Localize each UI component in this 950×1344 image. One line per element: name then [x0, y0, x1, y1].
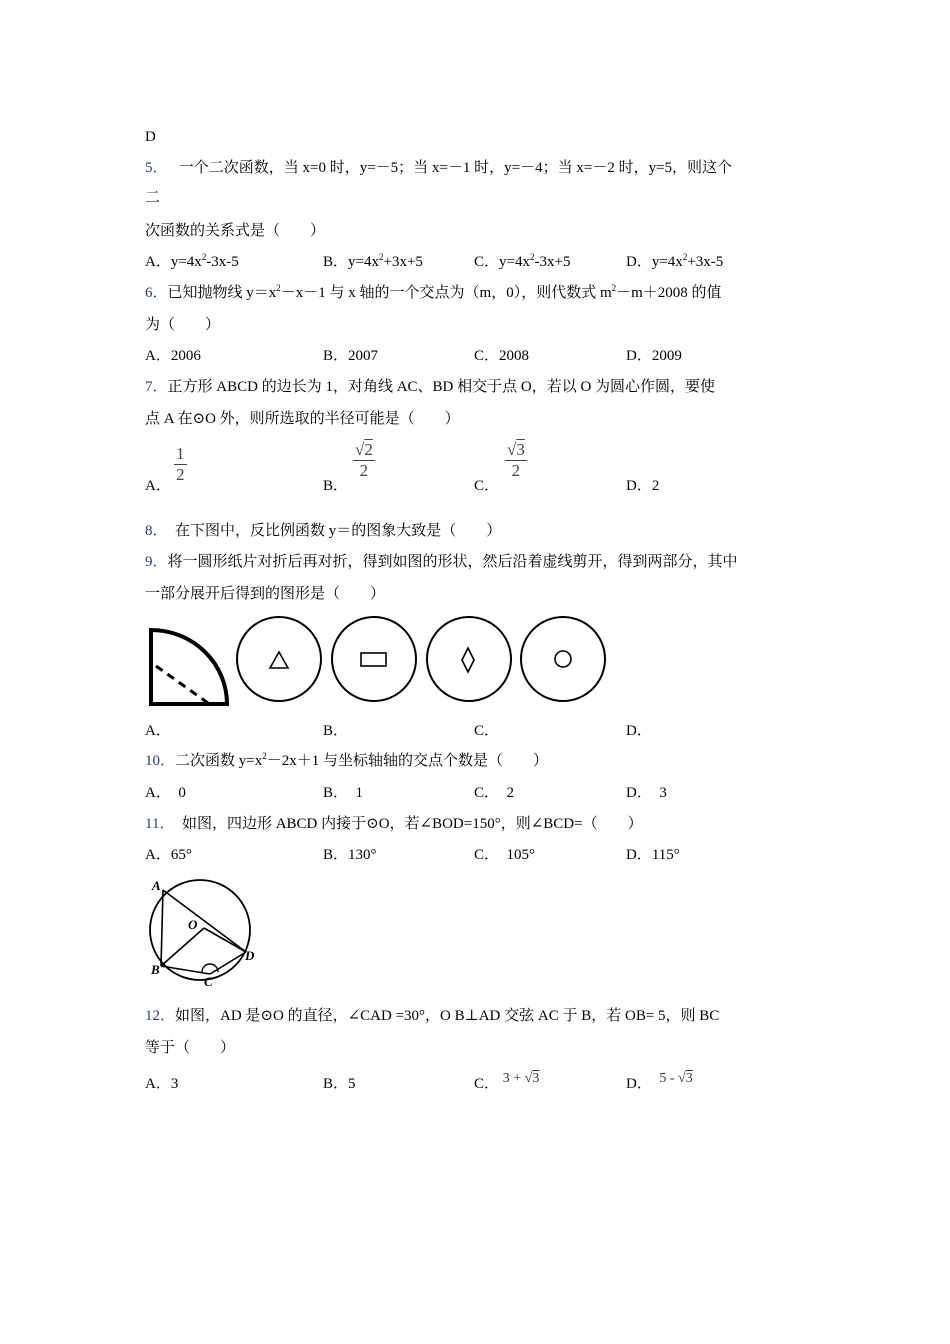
folded-paper-outline	[151, 630, 227, 704]
q5-option-d[interactable]: D．$y=4x^2+3x-5$	[626, 252, 724, 270]
q9-option-b[interactable]: B．	[323, 723, 349, 739]
previous-answer: D	[145, 129, 156, 145]
question-8-line-1: 8． 在下图中，反比例函数 y＝的图象大致是（ ）	[145, 523, 502, 539]
q7-option-b-fraction: $\frac{√2}{2}$	[355, 440, 373, 480]
question-number: 12．	[145, 1008, 176, 1024]
circle-with-diamond	[425, 615, 513, 703]
q6-option-d[interactable]: D．2009	[626, 348, 682, 364]
question-9-line-1: 9．将一圆形纸片对折后再对折，得到如图的形状，然后沿着虚线剪开，得到两部分，其中	[145, 554, 738, 570]
q11-option-a[interactable]: A．65°	[145, 847, 192, 863]
question-7-line-1: 7．正方形 ABCD 的边长为 1，对角线 AC、BD 相交于点 O，若以 O 为圆心作圆，要使	[145, 379, 716, 395]
q7-option-c-fraction: $\frac{√3}{2}$	[507, 440, 525, 480]
q9-option-a[interactable]: A．	[145, 723, 171, 739]
question-9-line-2: 一部分展开后得到的图形是（ ）	[145, 586, 386, 602]
q7-option-a-fraction: $\frac{1}{2}$	[176, 444, 185, 484]
q5-option-c[interactable]: C．$y=4x^2-3x+5$	[474, 252, 571, 270]
point-a-label: A	[152, 878, 161, 893]
question-12-line-1: 12．如图，AD 是⊙O 的直径，∠CAD =30°，O B⊥AD 交弦 AC 于 B，若 OB= 5，则 BC	[145, 1008, 720, 1024]
point-d-label: D	[245, 948, 255, 963]
point-o-label: O	[188, 917, 198, 932]
question-5-line-1b: 二	[145, 190, 161, 206]
circle-with-circle	[519, 615, 607, 703]
cut-line	[156, 666, 208, 703]
circle-o	[150, 880, 250, 980]
q12-option-b[interactable]: B．5	[323, 1076, 356, 1092]
q7-option-a-label[interactable]: A．	[145, 478, 171, 494]
question-number: 9．	[145, 554, 168, 570]
q6-option-c[interactable]: C．2008	[474, 348, 530, 364]
circle-with-rectangle	[330, 615, 418, 703]
q11-option-c[interactable]: C． 105°	[474, 847, 536, 863]
question-number: 10．	[145, 753, 176, 769]
triangle-shape	[270, 652, 288, 668]
q6-option-a[interactable]: A．2006	[145, 348, 201, 364]
question-6-line-1: 6．已知抛物线 $y=x^2-x-1$ 与 x 轴的一个交点为（m，0），则代数式 $m^2-m+2008$ 的值	[145, 283, 722, 301]
question-number: 8．	[145, 523, 168, 539]
q7-option-d[interactable]: D．2	[626, 478, 660, 494]
question-7-line-2: 点 A 在⊙O 外，则所选取的半径可能是（ ）	[145, 411, 460, 427]
q10-option-b[interactable]: B． 1	[323, 785, 364, 801]
diamond-shape	[462, 648, 474, 672]
question-6-line-2: 为（ ）	[145, 317, 221, 333]
folded-paper-figure	[148, 627, 230, 707]
circle-with-triangle	[235, 615, 323, 703]
q12-option-c[interactable]: C． 3 + √3	[474, 1071, 540, 1092]
question-number: 11．	[145, 816, 175, 832]
q9-option-c[interactable]: C．	[474, 723, 500, 739]
question-5-line-2: 次函数的关系式是（ ）	[145, 223, 326, 239]
point-b-label: B	[151, 962, 160, 977]
q10-option-c[interactable]: C． 2	[474, 785, 515, 801]
question-10-line-1: 10．二次函数 $y=x^2-2x+1$ 与坐标轴轴的交点个数是（ ）	[145, 751, 548, 769]
question-number: 6．	[145, 285, 168, 301]
question-number: 7．	[145, 379, 168, 395]
question-text: 一个二次函数，当 x=0 时，y=－5；当 x=－1 时，y=－4；当 x=－2 时，y=5，则这个	[178, 160, 733, 176]
question-number: 5．	[145, 160, 168, 176]
q12-option-d[interactable]: D． 5 - √3	[626, 1071, 693, 1092]
cyclic-quadrilateral-figure	[146, 876, 266, 988]
q12-option-a[interactable]: A．3	[145, 1076, 179, 1092]
q6-option-b[interactable]: B．2007	[323, 348, 379, 364]
q10-option-a[interactable]: A． 0	[145, 785, 186, 801]
small-circle-shape	[555, 651, 571, 667]
question-5-line-1	[145, 158, 732, 178]
q7-option-c-label[interactable]: C．	[474, 478, 500, 494]
question-11-line-1: 11． 如图，四边形 ABCD 内接于⊙O，若∠BOD=150°，则∠BCD=（ ）	[145, 816, 643, 832]
q10-option-d[interactable]: D． 3	[626, 785, 667, 801]
rectangle-shape	[361, 653, 386, 666]
q5-option-a[interactable]: A．$y=4x^2-3x-5$	[145, 252, 239, 270]
q7-option-b-label[interactable]: B．	[323, 478, 349, 494]
point-c-label: C	[204, 974, 213, 989]
q11-option-b[interactable]: B．130°	[323, 847, 377, 863]
q9-option-d[interactable]: D．	[626, 723, 652, 739]
question-12-line-2: 等于（ ）	[145, 1040, 236, 1056]
q11-option-d[interactable]: D．115°	[626, 847, 680, 863]
q5-option-b[interactable]: B．$y=4x^2+3x+5$	[323, 252, 423, 270]
